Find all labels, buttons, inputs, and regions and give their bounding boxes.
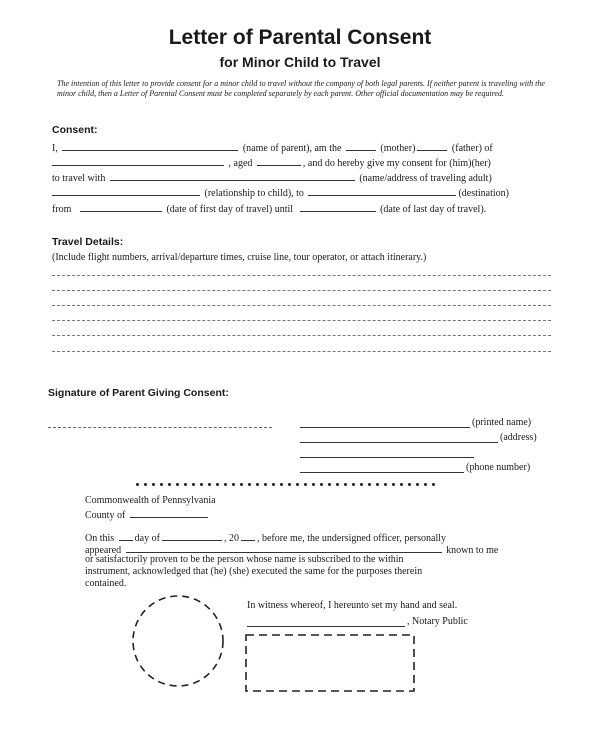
separator-dot	[296, 483, 299, 486]
separator-dot	[408, 483, 411, 486]
address-field[interactable]	[300, 442, 498, 443]
known-to-me-label: known to me	[446, 545, 499, 556]
separator-dot	[192, 483, 195, 486]
mother-field[interactable]	[346, 140, 376, 151]
page-subtitle: for Minor Child to Travel	[219, 54, 381, 70]
separator-dot	[312, 483, 315, 486]
separator-dot	[208, 483, 211, 486]
appeared-label: appeared	[85, 545, 122, 556]
travel-details-line-5[interactable]	[52, 335, 551, 336]
consent-heading: Consent:	[52, 124, 98, 136]
separator-dot	[200, 483, 203, 486]
appeared-name-field[interactable]	[126, 542, 442, 553]
travel-details-line-2[interactable]	[52, 290, 551, 291]
separator-dot	[400, 483, 403, 486]
traveling-adult-field[interactable]	[110, 170, 355, 181]
destination-label: (destination)	[458, 188, 509, 199]
county-label: County of	[85, 510, 126, 521]
mother-label: (mother)	[380, 143, 416, 154]
separator-dot	[320, 483, 323, 486]
separator-dot	[176, 483, 179, 486]
notary-seal-circle	[130, 593, 226, 689]
consent-line-4	[52, 185, 509, 199]
separator-dot	[272, 483, 275, 486]
page-title: Letter of Parental Consent	[168, 26, 432, 49]
travel-details-heading: Travel Details:	[52, 236, 124, 248]
phone-label: (phone number)	[466, 462, 531, 473]
before-me-text: , before me, the undersigned officer, personally	[256, 533, 447, 544]
separator-dot	[240, 483, 243, 486]
county-line	[85, 507, 210, 521]
travel-with-label: to travel with	[52, 173, 106, 184]
separator-dot	[360, 483, 363, 486]
notary-signature-line[interactable]	[247, 626, 405, 627]
notary-stamp-box	[245, 634, 415, 692]
start-date-label: (date of first day of travel) until	[166, 204, 294, 215]
separator-dot	[416, 483, 419, 486]
separator-dot	[368, 483, 371, 486]
separator-dot	[288, 483, 291, 486]
commonwealth-text: Commonwealth of Pennsylvania	[85, 495, 216, 506]
separator-dot	[152, 483, 155, 486]
witness-text: In witness whereof, I hereunto set my hand and seal.	[247, 600, 458, 611]
separator-dot	[184, 483, 187, 486]
travel-details-line-6[interactable]	[52, 351, 551, 352]
travel-details-note: (Include flight numbers, arrival/departure times, cruise line, tour operator, or attach itinerary.)	[52, 252, 427, 263]
travel-details-line-4[interactable]	[52, 320, 551, 321]
year-field[interactable]	[241, 530, 255, 541]
separator-dot	[136, 483, 139, 486]
relationship-label: (relationship to child), to	[204, 188, 304, 199]
consent-line-1	[52, 140, 493, 154]
separator-dot	[432, 483, 435, 486]
notary-line-3: or satisfactorily proven to be the person whose name is subscribed to the within	[85, 554, 404, 565]
separator-dot	[424, 483, 427, 486]
notary-public-label: , Notary Public	[407, 616, 468, 627]
month-field[interactable]	[162, 530, 222, 541]
father-label: (father) of	[451, 143, 493, 154]
parent-signature-line[interactable]	[48, 427, 272, 428]
separator-dot	[232, 483, 235, 486]
separator-dot	[352, 483, 355, 486]
address-field-2[interactable]	[300, 457, 474, 458]
aged-label: , aged	[228, 158, 253, 169]
separator-dot	[224, 483, 227, 486]
travel-details-line-1[interactable]	[52, 275, 551, 276]
consent-l1-prefix: I,	[52, 143, 58, 154]
travel-details-line-3[interactable]	[52, 305, 551, 306]
separator-dot	[392, 483, 395, 486]
relationship-field[interactable]	[52, 185, 200, 196]
consent-line-5	[52, 201, 486, 215]
separator-dot	[336, 483, 339, 486]
separator-dot	[248, 483, 251, 486]
day-field[interactable]	[119, 530, 133, 541]
separator-dot	[168, 483, 171, 486]
county-field[interactable]	[130, 507, 208, 518]
start-date-field[interactable]	[80, 201, 162, 212]
end-date-label: (date of last day of travel).	[380, 204, 487, 215]
day-of-label: day of	[134, 533, 160, 544]
age-field[interactable]	[257, 155, 301, 166]
notary-line-4: instrument, acknowledged that (he) (she) executed the same for the purposes therein	[85, 566, 423, 577]
signature-heading: Signature of Parent Giving Consent:	[48, 387, 229, 399]
separator-dot	[160, 483, 163, 486]
parent-name-label: (name of parent), am the	[242, 143, 342, 154]
phone-field[interactable]	[300, 472, 464, 473]
intro-text: The intention of this letter to provide consent for a minor child to travel without the company of both legal parents. If neither parent is traveling with the minor child, then a Letter of Parental Consent must be completed separately by each parent. Other official documentation may be required.	[57, 79, 545, 98]
father-field[interactable]	[417, 140, 447, 151]
printed-name-label: (printed name)	[472, 417, 532, 428]
separator-dot	[328, 483, 331, 486]
notary-line-5: contained.	[85, 578, 127, 589]
separator-dot	[384, 483, 387, 486]
parent-name-field[interactable]	[62, 140, 238, 151]
separator-dot	[376, 483, 379, 486]
separator-dot	[216, 483, 219, 486]
separator-dot	[264, 483, 267, 486]
year-prefix-label: , 20	[223, 533, 239, 544]
destination-field[interactable]	[308, 185, 456, 196]
consent-line-3	[52, 170, 492, 184]
consent-clause: , and do hereby give my consent for (him)(her)	[302, 158, 491, 169]
from-label: from	[52, 204, 72, 215]
on-this-label: On this	[85, 533, 115, 544]
separator-dot	[344, 483, 347, 486]
separator-dot	[144, 483, 147, 486]
separator-dot	[256, 483, 259, 486]
end-date-field[interactable]	[300, 201, 376, 212]
traveling-adult-label: (name/address of traveling adult)	[359, 173, 492, 184]
consent-line-2	[52, 155, 491, 169]
separator-dot	[280, 483, 283, 486]
separator-dot	[304, 483, 307, 486]
child-name-field[interactable]	[52, 155, 224, 166]
address-label: (address)	[500, 432, 537, 443]
printed-name-field[interactable]	[300, 427, 470, 428]
